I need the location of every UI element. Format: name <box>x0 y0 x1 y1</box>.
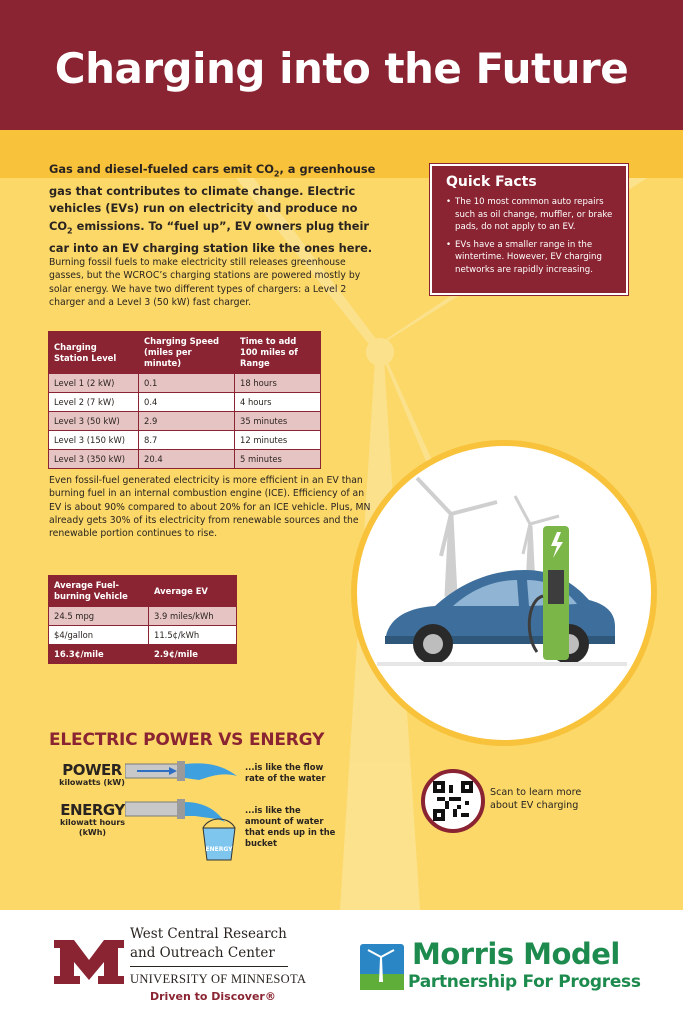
table-row <box>49 645 237 664</box>
charging-speed-table <box>48 331 321 469</box>
university-tagline: Driven to Discover® <box>150 990 276 1003</box>
table-row <box>49 374 321 393</box>
header-banner <box>0 0 683 130</box>
power-word: POWER <box>62 761 122 779</box>
table-cell: Level 3 (50 kW) <box>49 412 139 431</box>
column-header: Charging Speed (miles per minute) <box>139 332 235 374</box>
quick-facts-list <box>446 196 616 276</box>
bucket-label: ENERGY <box>205 846 233 853</box>
wcroc-line: West Central Research <box>130 926 287 942</box>
quick-facts-box <box>430 164 628 295</box>
table-row <box>49 412 321 431</box>
qr-caption: Scan to learn more about EV charging <box>490 787 582 811</box>
table-row <box>49 607 237 626</box>
column-header: Average Fuel-burning Vehicle <box>49 576 149 607</box>
footer-divider <box>130 966 288 967</box>
table-cell: 8.7 <box>139 431 235 450</box>
table-cell: 18 hours <box>235 374 321 393</box>
charging-paragraph: Burning fossil fuels to make electricity still releases greenhouse gasses, but the WCROC’s charging stations are powered mostly by solar energy. We have two different types of chargers: a Level 2 charger and a Level 3 (50 kW) fast charger. <box>49 257 361 308</box>
energy-label <box>50 802 135 838</box>
table-cell: 16.3¢/mile <box>49 645 149 664</box>
pipe-water-illustration <box>125 756 245 868</box>
wcroc-line: and Outreach Center <box>130 945 275 961</box>
pipe-icon <box>125 761 237 781</box>
power-energy-title: ELECTRIC POWER VS ENERGY <box>49 730 325 750</box>
table-row <box>49 450 321 469</box>
table-header-row <box>49 332 321 374</box>
table-cell: 24.5 mpg <box>49 607 149 626</box>
efficiency-paragraph: Even fossil-fuel generated electricity is more efficient in an EV than burning fuel in an internal combustion engine (ICE). Efficiency of an EV is about 90% compared to about 20% for an ICE vehicle. Plus, MN already gets 30% of its electricity from renewable sources and the renewable portion continues to rise. <box>49 475 371 540</box>
table-row <box>49 393 321 412</box>
power-note: ...is like the flow rate of the water <box>245 762 326 783</box>
quick-fact-item: • The 10 most common auto repairs such as oil change, muffler, or brake pads, do not apply to an EV. <box>446 196 616 234</box>
quick-facts-title: Quick Facts <box>446 174 537 190</box>
table-cell: 12 minutes <box>235 431 321 450</box>
qr-code-icon <box>433 781 473 821</box>
table-cell: 35 minutes <box>235 412 321 431</box>
table-cell: 4 hours <box>235 393 321 412</box>
table-cell: 2.9 <box>139 412 235 431</box>
university-m-logo <box>54 940 124 984</box>
morris-model-logo <box>360 944 404 990</box>
table-cell: 11.5¢/kWh <box>149 626 237 645</box>
power-unit: kilowatts (kW) <box>59 778 125 787</box>
column-header: Charging Station Level <box>49 332 139 374</box>
bucket-icon <box>203 819 235 860</box>
table-cell: Level 1 (2 kW) <box>49 374 139 393</box>
morris-model-title: Morris Model <box>412 937 620 971</box>
quick-fact-item: • EVs have a smaller range in the wintertime. However, EV charging networks are rapidly increasing. <box>446 239 616 277</box>
table-row <box>49 431 321 450</box>
energy-unit: kilowatt hours (kWh) <box>59 818 126 837</box>
morris-model-subtitle: Partnership For Progress <box>408 972 641 992</box>
energy-word: ENERGY <box>60 801 125 819</box>
table-cell: 20.4 <box>139 450 235 469</box>
wcroc-name <box>130 925 287 963</box>
intro-paragraph: Gas and diesel-fueled cars emit $CO_2$, a greenhouse gas that contributes to climate change. Electric vehicles (EVs) run on electricity and produce no $CO_2$ emissions. To “fuel up”, EV owners plug their car into an EV charging station like the ones here. <box>49 162 376 255</box>
page-title: Charging into the Future <box>54 44 629 93</box>
pipe-icon <box>125 799 225 822</box>
table-header-row <box>49 576 237 607</box>
energy-note: ...is like the amount of water that ends up in the bucket <box>245 805 336 848</box>
column-header: Average EV <box>149 576 237 607</box>
table-cell: 0.4 <box>139 393 235 412</box>
cost-comparison-table <box>48 575 237 664</box>
table-cell: Level 3 (350 kW) <box>49 450 139 469</box>
power-label <box>52 762 132 788</box>
table-cell: 3.9 miles/kWh <box>149 607 237 626</box>
table-row <box>49 626 237 645</box>
column-header: Time to add 100 miles of Range <box>235 332 321 374</box>
ev-charging-illustration <box>351 440 657 746</box>
electric-car-icon <box>385 570 615 664</box>
table-cell: 5 minutes <box>235 450 321 469</box>
car-charger-graphic <box>357 446 651 740</box>
qr-code[interactable] <box>421 769 485 833</box>
table-cell: $4/gallon <box>49 626 149 645</box>
table-cell: 2.9¢/mile <box>149 645 237 664</box>
table-cell: Level 3 (150 kW) <box>49 431 139 450</box>
table-cell: Level 2 (7 kW) <box>49 393 139 412</box>
table-cell: 0.1 <box>139 374 235 393</box>
university-name: UNIVERSITY OF MINNESOTA <box>130 972 307 986</box>
